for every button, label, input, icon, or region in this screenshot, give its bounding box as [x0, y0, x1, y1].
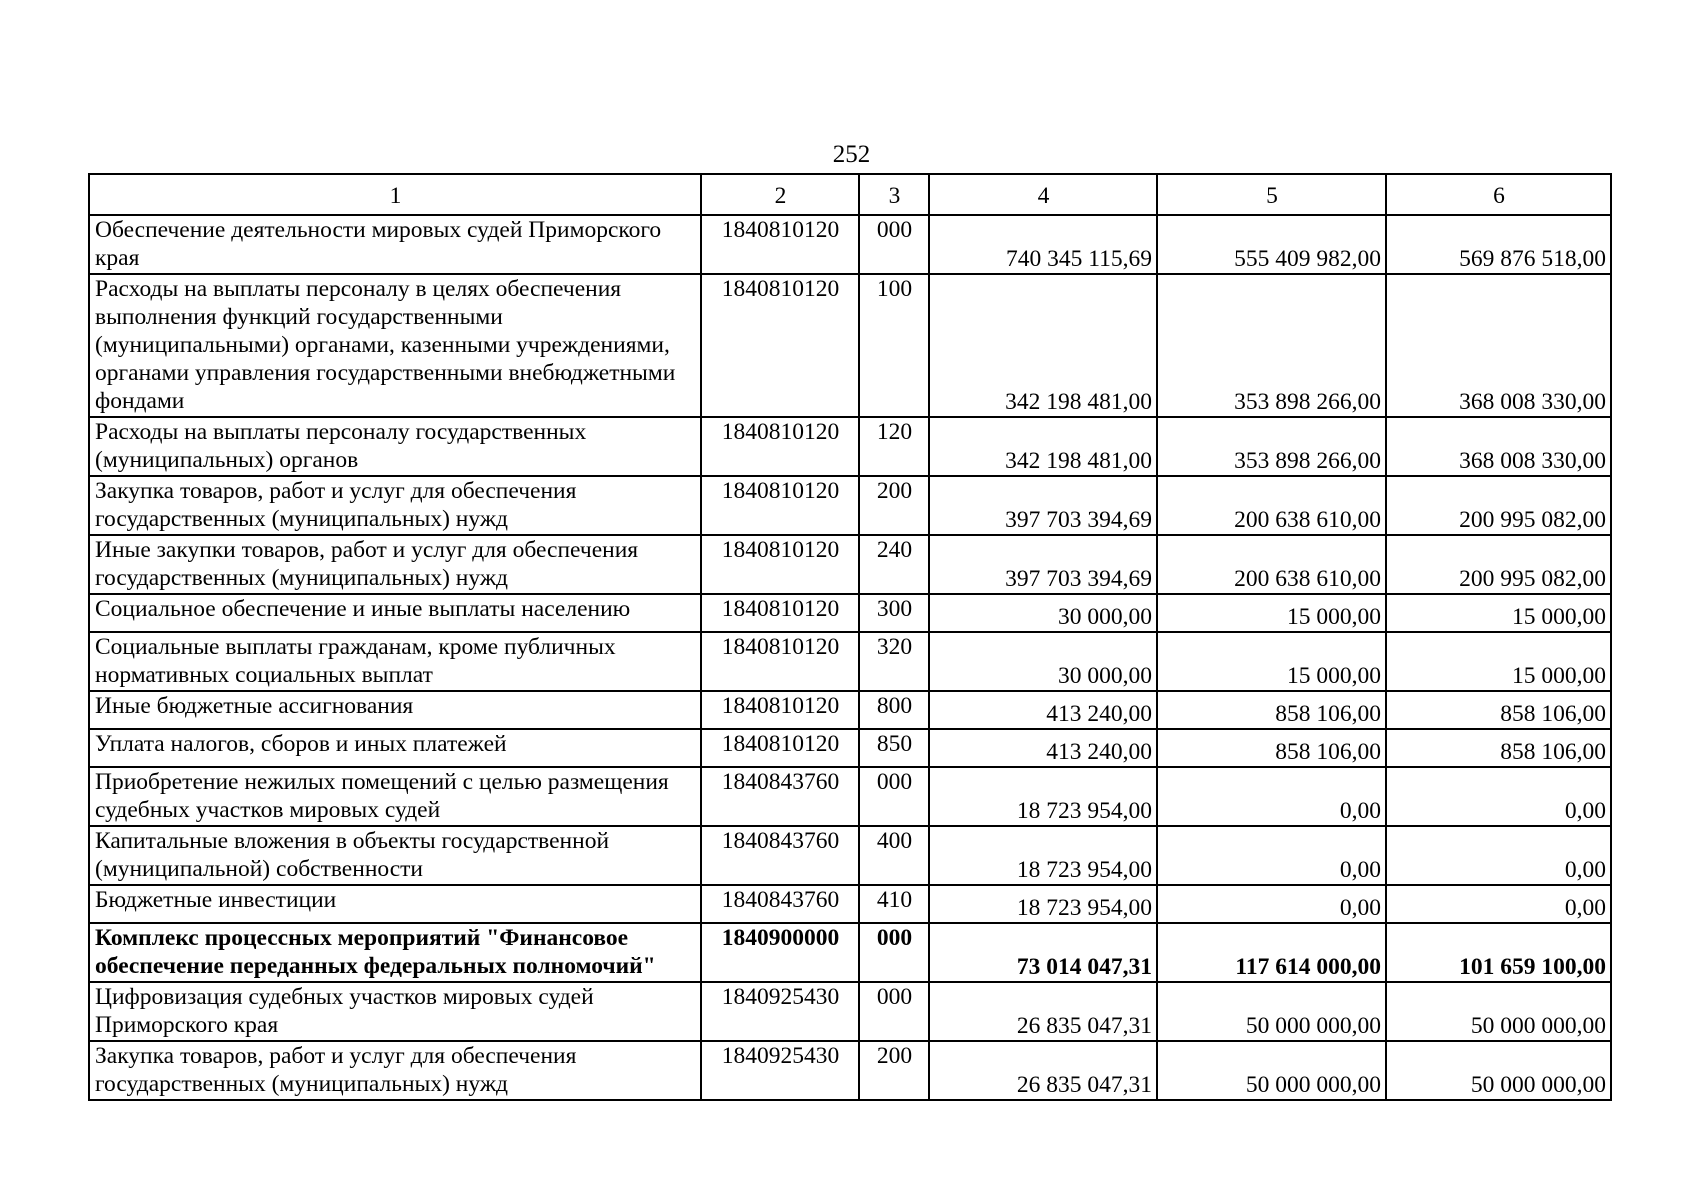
- table-row: [89, 417, 1611, 476]
- row-csr-code: 1840900000: [701, 923, 859, 982]
- row-name: Цифровизация судебных участков мировых судей Приморского края: [89, 982, 701, 1041]
- header-col-5: 5: [1157, 174, 1386, 215]
- table-row: [89, 691, 1611, 729]
- row-amount-col6: 50 000 000,00: [1386, 982, 1611, 1041]
- row-vr-code: 240: [859, 535, 929, 594]
- row-amount-col5: 200 638 610,00: [1157, 476, 1386, 535]
- row-vr-code: 000: [859, 767, 929, 826]
- row-amount-col6: 50 000 000,00: [1386, 1041, 1611, 1100]
- row-amount-col5: 555 409 982,00: [1157, 215, 1386, 274]
- row-amount-col6: 0,00: [1386, 767, 1611, 826]
- row-amount-col4: 397 703 394,69: [929, 535, 1157, 594]
- row-csr-code: 1840925430: [701, 1041, 859, 1100]
- row-amount-col4: 73 014 047,31: [929, 923, 1157, 982]
- row-csr-code: 1840810120: [701, 215, 859, 274]
- row-csr-code: 1840843760: [701, 885, 859, 923]
- row-vr-code: 410: [859, 885, 929, 923]
- row-csr-code: 1840843760: [701, 826, 859, 885]
- row-amount-col6: 15 000,00: [1386, 594, 1611, 632]
- table-row: [89, 729, 1611, 767]
- table-row: [89, 476, 1611, 535]
- row-amount-col4: 26 835 047,31: [929, 982, 1157, 1041]
- table-row: [89, 1041, 1611, 1100]
- table-row: [89, 215, 1611, 274]
- row-csr-code: 1840810120: [701, 632, 859, 691]
- row-name: Социальные выплаты гражданам, кроме публичных нормативных социальных выплат: [89, 632, 701, 691]
- row-name: Расходы на выплаты персоналу государственных (муниципальных) органов: [89, 417, 701, 476]
- row-name: Иные бюджетные ассигнования: [89, 691, 701, 729]
- row-vr-code: 000: [859, 215, 929, 274]
- row-vr-code: 200: [859, 1041, 929, 1100]
- row-vr-code: 400: [859, 826, 929, 885]
- row-name: Уплата налогов, сборов и иных платежей: [89, 729, 701, 767]
- row-name: Обеспечение деятельности мировых судей Приморского края: [89, 215, 701, 274]
- row-amount-col6: 0,00: [1386, 885, 1611, 923]
- row-amount-col4: 18 723 954,00: [929, 767, 1157, 826]
- row-amount-col6: 15 000,00: [1386, 632, 1611, 691]
- row-amount-col6: 858 106,00: [1386, 691, 1611, 729]
- row-amount-col4: 18 723 954,00: [929, 885, 1157, 923]
- row-amount-col6: 368 008 330,00: [1386, 274, 1611, 417]
- row-amount-col5: 353 898 266,00: [1157, 417, 1386, 476]
- row-amount-col5: 0,00: [1157, 826, 1386, 885]
- table-row: [89, 632, 1611, 691]
- row-amount-col5: 0,00: [1157, 767, 1386, 826]
- row-csr-code: 1840810120: [701, 476, 859, 535]
- row-amount-col5: 15 000,00: [1157, 632, 1386, 691]
- row-vr-code: 200: [859, 476, 929, 535]
- row-amount-col4: 18 723 954,00: [929, 826, 1157, 885]
- table-row-section-total: [89, 923, 1611, 982]
- table-row: [89, 767, 1611, 826]
- row-amount-col6: 200 995 082,00: [1386, 476, 1611, 535]
- header-row: [89, 174, 1611, 215]
- row-name: Социальное обеспечение и иные выплаты населению: [89, 594, 701, 632]
- table-row: [89, 826, 1611, 885]
- row-csr-code: 1840810120: [701, 535, 859, 594]
- row-csr-code: 1840810120: [701, 274, 859, 417]
- row-amount-col6: 569 876 518,00: [1386, 215, 1611, 274]
- table-row: [89, 594, 1611, 632]
- row-amount-col4: 397 703 394,69: [929, 476, 1157, 535]
- row-vr-code: 000: [859, 923, 929, 982]
- row-amount-col5: 858 106,00: [1157, 691, 1386, 729]
- row-amount-col6: 101 659 100,00: [1386, 923, 1611, 982]
- header-col-2: 2: [701, 174, 859, 215]
- budget-table: [88, 173, 1612, 1101]
- header-col-4: 4: [929, 174, 1157, 215]
- row-vr-code: 120: [859, 417, 929, 476]
- row-vr-code: 800: [859, 691, 929, 729]
- row-csr-code: 1840810120: [701, 729, 859, 767]
- row-amount-col4: 413 240,00: [929, 691, 1157, 729]
- header-col-3: 3: [859, 174, 929, 215]
- table-row: [89, 885, 1611, 923]
- row-name: Капитальные вложения в объекты государственной (муниципальной) собственности: [89, 826, 701, 885]
- row-vr-code: 300: [859, 594, 929, 632]
- table-row: [89, 535, 1611, 594]
- row-amount-col6: 200 995 082,00: [1386, 535, 1611, 594]
- row-name: Закупка товаров, работ и услуг для обеспечения государственных (муниципальных) нужд: [89, 476, 701, 535]
- row-name: Иные закупки товаров, работ и услуг для обеспечения государственных (муниципальных) нужд: [89, 535, 701, 594]
- page-number-text: 252: [832, 141, 871, 168]
- page-number: [0, 141, 1691, 169]
- row-amount-col6: 368 008 330,00: [1386, 417, 1611, 476]
- header-col-1: 1: [89, 174, 701, 215]
- row-name: Закупка товаров, работ и услуг для обеспечения государственных (муниципальных) нужд: [89, 1041, 701, 1100]
- row-amount-col5: 353 898 266,00: [1157, 274, 1386, 417]
- row-amount-col4: 30 000,00: [929, 594, 1157, 632]
- row-amount-col5: 200 638 610,00: [1157, 535, 1386, 594]
- row-csr-code: 1840810120: [701, 594, 859, 632]
- row-csr-code: 1840810120: [701, 417, 859, 476]
- row-csr-code: 1840810120: [701, 691, 859, 729]
- row-vr-code: 000: [859, 982, 929, 1041]
- header-col-6: 6: [1386, 174, 1611, 215]
- row-amount-col5: 858 106,00: [1157, 729, 1386, 767]
- row-amount-col4: 30 000,00: [929, 632, 1157, 691]
- row-name: Расходы на выплаты персоналу в целях обеспечения выполнения функций государственными (муниципальными) органами, казенными учреждениями, органами управления государственными внебюджетными фондами: [89, 274, 701, 417]
- row-amount-col5: 50 000 000,00: [1157, 982, 1386, 1041]
- row-amount-col4: 342 198 481,00: [929, 417, 1157, 476]
- row-amount-col4: 342 198 481,00: [929, 274, 1157, 417]
- row-name: Бюджетные инвестиции: [89, 885, 701, 923]
- row-vr-code: 100: [859, 274, 929, 417]
- row-amount-col5: 0,00: [1157, 885, 1386, 923]
- table-row: [89, 274, 1611, 417]
- row-amount-col6: 0,00: [1386, 826, 1611, 885]
- row-csr-code: 1840925430: [701, 982, 859, 1041]
- row-amount-col5: 15 000,00: [1157, 594, 1386, 632]
- row-amount-col4: 413 240,00: [929, 729, 1157, 767]
- row-vr-code: 850: [859, 729, 929, 767]
- row-vr-code: 320: [859, 632, 929, 691]
- row-amount-col4: 740 345 115,69: [929, 215, 1157, 274]
- table-row: [89, 982, 1611, 1041]
- row-amount-col5: 50 000 000,00: [1157, 1041, 1386, 1100]
- row-amount-col5: 117 614 000,00: [1157, 923, 1386, 982]
- row-amount-col4: 26 835 047,31: [929, 1041, 1157, 1100]
- row-name: Приобретение нежилых помещений с целью размещения судебных участков мировых судей: [89, 767, 701, 826]
- row-name: Комплекс процессных мероприятий "Финансовое обеспечение переданных федеральных полномочий": [89, 923, 701, 982]
- row-csr-code: 1840843760: [701, 767, 859, 826]
- row-amount-col6: 858 106,00: [1386, 729, 1611, 767]
